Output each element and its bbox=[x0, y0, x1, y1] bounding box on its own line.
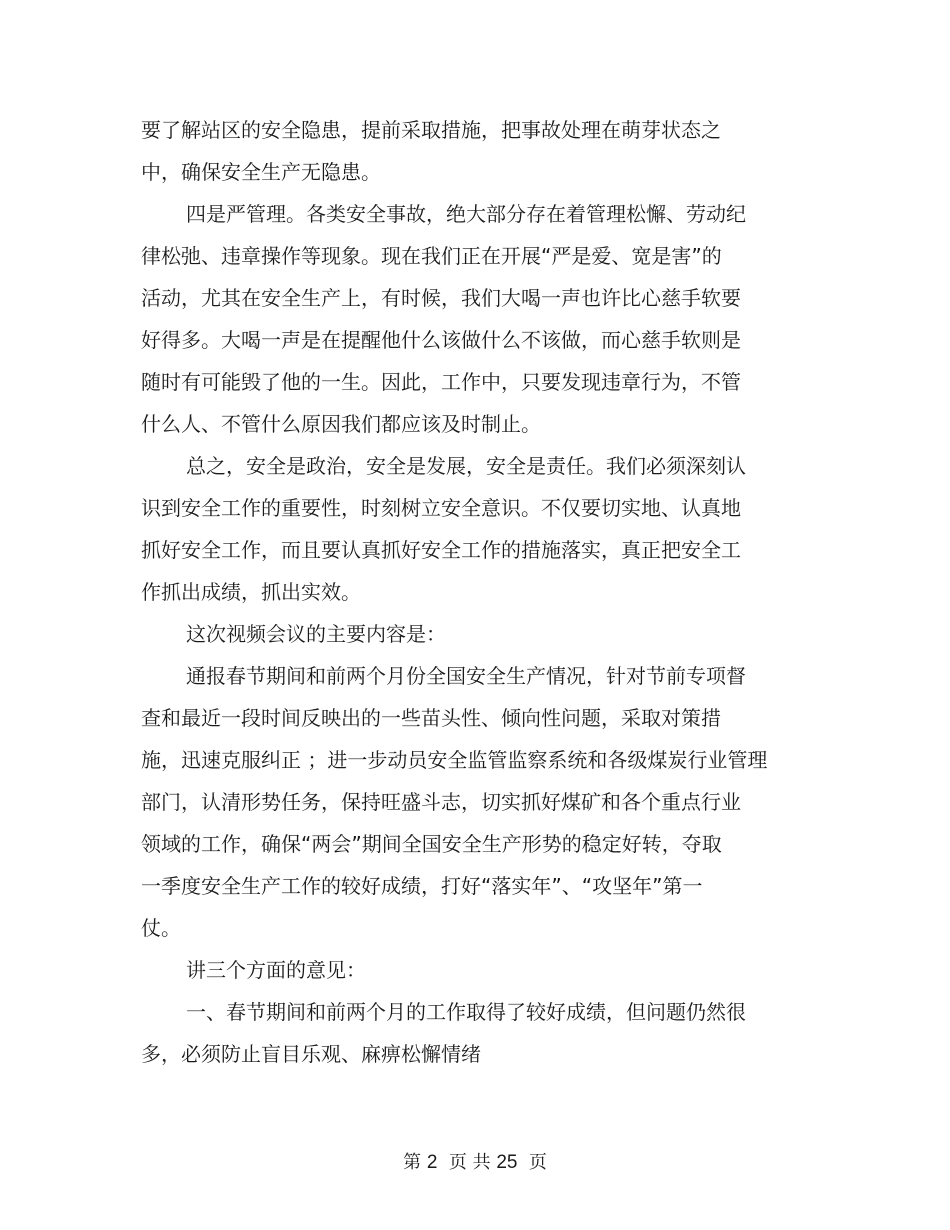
text-line: 多，必须防止盲目乐观、麻痹松懈情绪 bbox=[141, 1042, 481, 1066]
text-line: 查和最近一段时间反映出的一些苗头性、倾向性问题，采取对策措 bbox=[141, 706, 721, 730]
text-line: 一、春节期间和前两个月的工作取得了较好成绩，但问题仍然很 bbox=[186, 1000, 746, 1024]
footer-suffix: 页 bbox=[528, 1152, 547, 1173]
text-line: 这次视频会议的主要内容是： bbox=[186, 622, 446, 646]
total-pages-number: 25 bbox=[496, 1152, 518, 1173]
text-line: 施，迅速克服纠正 ；进一步动员安全监管监察系统和各级煤炭行业管理 bbox=[141, 748, 768, 772]
text-line: 四是严管理。各类安全事故，绝大部分存在着管理松懈、劳动纪 bbox=[186, 202, 746, 226]
current-page-number: 2 bbox=[426, 1152, 438, 1173]
footer-prefix: 第 bbox=[403, 1152, 422, 1173]
text-line: 抓好安全工作，而且要认真抓好安全工作的措施落实，真正把安全工 bbox=[141, 538, 741, 562]
text-line: 通报春节期间和前两个月份全国安全生产情况，针对节前专项督 bbox=[186, 664, 746, 688]
text-line: 总之，安全是政治，安全是发展，安全是责任。我们必须深刻认 bbox=[186, 454, 746, 478]
text-line: 中，确保安全生产无隐患。 bbox=[141, 160, 381, 184]
footer-middle: 页 共 bbox=[448, 1152, 491, 1173]
text-line: 识到安全工作的重要性，时刻树立安全意识。不仅要切实地、认真地 bbox=[141, 496, 741, 520]
text-line: 活动，尤其在安全生产上，有时候，我们大喝一声也许比心慈手软要 bbox=[141, 286, 741, 310]
text-line: 讲三个方面的意见： bbox=[186, 958, 366, 982]
text-line: 律松弛、违章操作等现象。现在我们正在开展“严是爱、宽是害”的 bbox=[141, 244, 722, 268]
text-line: 什么人、不管什么原因我们都应该及时制止。 bbox=[141, 412, 541, 436]
text-line: 领域的工作，确保“两会”期间全国安全生产形势的稳定好转，夺取 bbox=[141, 832, 722, 856]
text-line: 部门，认清形势任务，保持旺盛斗志，切实抓好煤矿和各个重点行业 bbox=[141, 790, 741, 814]
text-line: 仗。 bbox=[141, 916, 181, 940]
text-line: 要了解站区的安全隐患，提前采取措施，把事故处理在萌芽状态之 bbox=[141, 118, 721, 142]
text-line: 好得多。大喝一声是在提醒他什么该做什么不该做，而心慈手软则是 bbox=[141, 328, 741, 352]
text-line: 一季度安全生产工作的较好成绩，打好“落实年”、“攻坚年”第一 bbox=[141, 874, 703, 898]
text-line: 随时有可能毁了他的一生。因此，工作中，只要发现违章行为，不管 bbox=[141, 370, 741, 394]
text-line: 作抓出成绩，抓出实效。 bbox=[141, 580, 361, 604]
page-footer bbox=[0, 1150, 950, 1176]
